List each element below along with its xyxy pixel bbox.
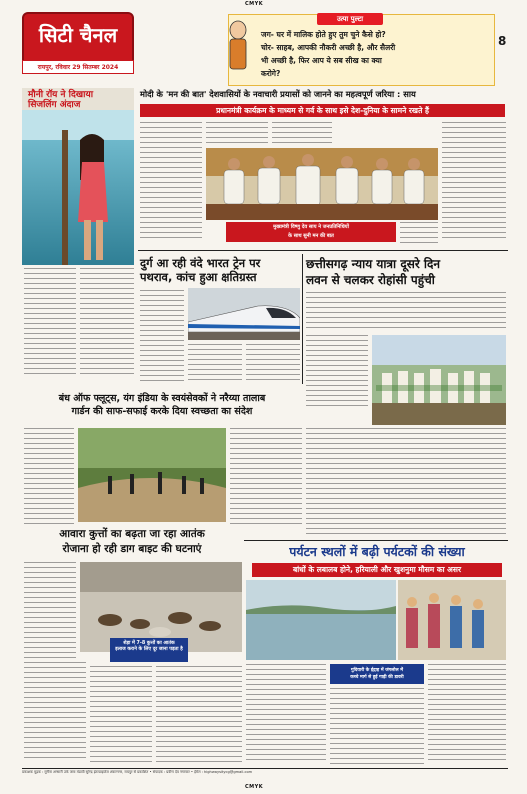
nyay-yatra-col-1 (306, 335, 368, 407)
nyay-yatra-continued (306, 428, 506, 538)
nyay-yatra-headline (306, 256, 506, 288)
divider (244, 540, 508, 541)
joke-heading: उत्पा पुल्टा (317, 13, 383, 25)
mann-ki-baat-caption (226, 222, 396, 242)
mann-ki-baat-col-5 (442, 122, 506, 240)
dogs-headline-2: रोजाना हो रही डाग बाइट की घटनाएं (62, 543, 202, 555)
dogs-col-3 (90, 666, 152, 762)
mann-ki-baat-caption-2: के साथ सुनी मन की बात (288, 233, 334, 239)
mann-ki-baat-caption-1: मुख्यमंत्री विष्णु देव साय ने जनप्रतिनिधियों (273, 224, 349, 230)
tourism-col-3 (428, 664, 506, 764)
dogs-photo-caption (110, 638, 188, 662)
tourism-col-1 (246, 664, 326, 764)
page-number: 8 (498, 34, 507, 48)
divider (138, 250, 508, 251)
mann-ki-baat-subhead: प्रधानमंत्री कार्यक्रम के माध्यम से गर्व के साथ इसे देश-दुनिया के सामने रखते हैं (140, 104, 505, 117)
mouni-headline-box (22, 88, 134, 110)
joke-line-1: जग- घर में मालिक होते हुए तुम चुने कैसे हो? (261, 30, 386, 39)
tourism-crowd-photo (398, 580, 506, 660)
tourism-col-2 (330, 688, 424, 764)
dogs-photo-caption-1: शेड़ा में 7-8 कुत्तों का आतंक (123, 641, 175, 646)
mann-ki-baat-col-1 (140, 122, 202, 240)
joke-box (228, 14, 495, 86)
mouni-photo (22, 110, 134, 265)
vande-bharat-col-1 (140, 290, 184, 382)
cmyk-mark-bottom: CMYK (245, 784, 264, 790)
talab-headline (22, 392, 302, 418)
mann-ki-baat-col-2-top (206, 122, 268, 146)
talab-col-1 (24, 428, 74, 526)
mann-ki-baat-col-4-bottom (400, 222, 438, 246)
dogs-col-4 (156, 666, 242, 762)
masthead-date: रायपुर, रविवार 29 सितम्बर 2024 (22, 60, 134, 74)
tourism-headline: पर्यटन स्थलों में बढ़ी पर्यटकों की संख्या (289, 544, 465, 559)
vande-bharat-col-2 (188, 344, 242, 384)
mouni-headline-1: मौनी रॉय ने दिखाया (28, 90, 94, 100)
mann-ki-baat-photo (206, 148, 438, 220)
cartoon-illustration (224, 18, 252, 78)
mouni-article-col-2 (80, 268, 134, 376)
footer-rule (22, 768, 508, 769)
dogs-headline-1: आवारा कुत्तों का बढ़ता जा रहा आतंक (59, 528, 205, 540)
mann-ki-baat-headline: मोदी के 'मन की बात' देशवासियों के नवाचारी प्रयासों को जानने का महत्वपूर्ण जरिया : साय (140, 89, 416, 99)
vande-bharat-train-photo (188, 288, 300, 340)
vande-bharat-headline-2: पथराव, कांच हुआ क्षतिग्रस्त (140, 270, 257, 284)
talab-headline-1: बंध ऑफ फ्लूट्स, यंग इंडिया के स्वयंसेवकों ने नरैय्या तालाब (58, 393, 266, 404)
imprint-line: प्रकाशक मुद्रक : मुनीरा अन्सारी उर्फ जमा मंडावी सुरेन्द्र इंटरप्राइजेज शंकरनगर, रायपुर से प्रकाशित • संपादक : प्रवीण देव नगरकर • ईमेल : highwaysitycg@gmail.com (22, 770, 253, 774)
dogs-col-2 (24, 662, 86, 762)
talab-col-2 (230, 428, 302, 526)
vande-bharat-headline (140, 256, 300, 284)
tourism-caption (330, 664, 424, 684)
tourism-caption-2: कच्चे मार्ग से हुई गाड़ी की डावरी (350, 675, 404, 680)
nyay-yatra-headline-2: लवन से चलकर रोहांसी पहुंची (306, 273, 435, 287)
nyay-yatra-headline-1: छत्तीसगढ़ न्याय यात्रा दूसरे दिन (306, 257, 441, 271)
vande-bharat-headline-1: दुर्ग आ रही वंदे भारत ट्रेन पर (140, 256, 261, 270)
tourism-subhead: बांधों के लबालब होने, हरियाली और खुशनुमा मौसम का असर (252, 563, 502, 577)
joke-line-3: भी अच्छी है, फिर आप ये सब सीख का क्या (261, 56, 382, 65)
mann-ki-baat-col-3-top (272, 122, 332, 146)
joke-line-2: चोर- साहब, आपकी नौकरी अच्छी है, और सैलरी (261, 43, 396, 52)
dogs-headline (22, 527, 242, 557)
vande-bharat-col-3 (246, 344, 300, 384)
tourism-dam-photo (246, 580, 396, 660)
tourism-caption-1: गुदियारी के ईद्गाह में जंगलोल में (351, 668, 403, 673)
dogs-photo-caption-2: इलाज कराने के लिए दूर जाना पड़ता है (115, 647, 183, 652)
nyay-yatra-intro (306, 292, 506, 332)
mouni-article-col-1 (24, 268, 76, 376)
talab-headline-2: गार्डन की साफ-सफाई करके दिया स्वच्छता का संदेश (71, 406, 253, 417)
dogs-col-1 (24, 562, 76, 658)
joke-line-4: करोगे? (261, 69, 281, 78)
talab-garden-photo (78, 428, 226, 522)
mouni-headline-2: सिजलिंग अंदाज (28, 100, 81, 110)
masthead-title: सिटी चैनल (38, 23, 118, 47)
nyay-yatra-photo (372, 335, 506, 425)
vertical-divider (302, 254, 303, 384)
cmyk-mark-top: CMYK (245, 1, 264, 7)
